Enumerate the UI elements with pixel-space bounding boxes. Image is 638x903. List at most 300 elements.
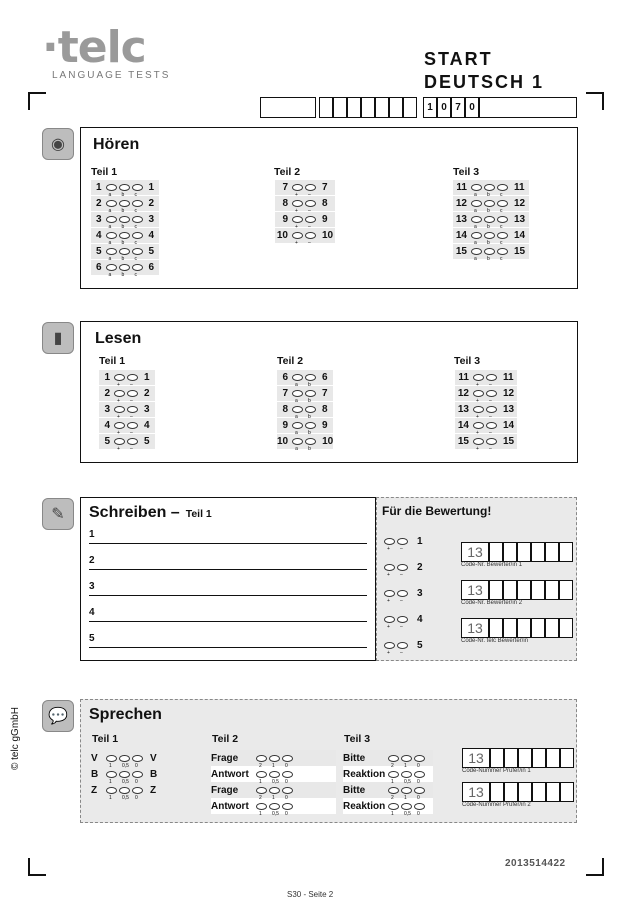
bubble-label: –	[130, 398, 133, 404]
bubble-label: 1	[404, 762, 407, 769]
bewertung-title: Für die Bewertung!	[382, 504, 492, 518]
row-label: Antwort	[211, 768, 249, 780]
answer-bubble[interactable]	[269, 755, 280, 769]
code-digit-box[interactable]	[560, 782, 574, 802]
answer-bubble[interactable]	[401, 755, 412, 769]
row-label: V	[91, 752, 98, 764]
writing-line[interactable]	[89, 544, 367, 570]
digit-box[interactable]	[333, 97, 347, 118]
speech-bubble-icon: 💬	[42, 700, 74, 732]
answer-bubble[interactable]	[473, 374, 484, 388]
row-label: V	[150, 752, 157, 764]
answer-bubble[interactable]	[127, 390, 138, 404]
code-digit-box[interactable]	[517, 618, 531, 638]
question-number: 10	[322, 436, 334, 447]
answer-bubble[interactable]	[305, 390, 316, 404]
writing-line[interactable]	[89, 622, 367, 648]
bubble-label: a	[108, 240, 112, 246]
bubble-label: –	[400, 597, 403, 604]
code-input[interactable]	[462, 748, 574, 768]
row-label: Reaktion	[343, 768, 386, 780]
answer-bubble[interactable]	[497, 232, 508, 246]
answer-bubble[interactable]	[471, 248, 482, 262]
question-number: 6	[322, 372, 328, 383]
code-block	[461, 542, 573, 568]
answer-bubble[interactable]	[106, 264, 117, 278]
code-digit-box[interactable]	[504, 748, 518, 768]
answer-bubble[interactable]	[106, 184, 117, 198]
answer-bubble[interactable]	[388, 771, 399, 785]
speaking-row	[91, 782, 191, 801]
writing-line[interactable]	[89, 596, 367, 622]
code-digit-box[interactable]	[559, 542, 573, 562]
answer-bubble[interactable]	[292, 422, 303, 436]
code-digit-box[interactable]	[531, 542, 545, 562]
answer-bubble[interactable]	[269, 803, 280, 817]
answer-bubble[interactable]	[119, 184, 130, 198]
question-number: 7	[322, 182, 328, 193]
answer-bubble[interactable]	[119, 232, 130, 246]
answer-bubble[interactable]	[471, 232, 482, 246]
code-digit-box[interactable]	[503, 580, 517, 600]
bubble-label: +	[117, 414, 120, 420]
answer-bubble[interactable]	[497, 200, 508, 214]
code-digit-box[interactable]	[532, 748, 546, 768]
bubble-label: +	[476, 414, 479, 420]
question-row	[275, 228, 335, 246]
answer-bubble[interactable]	[486, 438, 497, 452]
code-extra-box[interactable]	[479, 97, 577, 118]
bubble-label: 1	[391, 810, 394, 817]
answer-bubble[interactable]	[114, 390, 125, 404]
code-digit-box[interactable]	[518, 782, 532, 802]
code-digit-box[interactable]	[517, 580, 531, 600]
writing-line[interactable]	[89, 570, 367, 596]
code-digit-box[interactable]	[545, 618, 559, 638]
answer-bubble[interactable]	[114, 374, 125, 388]
question-number: 8	[282, 198, 288, 209]
answer-bubble[interactable]	[132, 755, 143, 769]
logo-subtitle: LANGUAGE TESTS	[52, 70, 171, 81]
candidate-number-boxes[interactable]	[260, 97, 577, 118]
question-number: 14	[503, 420, 515, 431]
answer-bubble[interactable]	[127, 422, 138, 436]
code-digit-box[interactable]	[531, 580, 545, 600]
answer-bubble[interactable]	[132, 787, 143, 801]
bewertung-panel	[376, 497, 577, 661]
answer-bubble[interactable]	[119, 787, 130, 801]
answer-bubble[interactable]	[114, 422, 125, 436]
answer-bubble[interactable]	[282, 803, 293, 817]
answer-bubble[interactable]	[305, 406, 316, 420]
answer-bubble[interactable]	[106, 755, 117, 769]
code-digit-box[interactable]	[503, 542, 517, 562]
question-row	[99, 370, 155, 388]
bubble-label: –	[400, 545, 403, 552]
answer-bubble[interactable]	[473, 422, 484, 436]
question-number: 10	[322, 230, 334, 241]
answer-bubble[interactable]	[388, 755, 399, 769]
line-number: 3	[89, 581, 95, 592]
question-number: 14	[457, 420, 469, 431]
question-row	[99, 418, 155, 436]
question-number: 11	[503, 372, 514, 383]
digit-box[interactable]	[375, 97, 389, 118]
answer-bubble[interactable]	[119, 771, 130, 785]
bubble-label: –	[130, 382, 133, 388]
answer-bubble[interactable]	[305, 422, 316, 436]
answer-bubble[interactable]	[397, 538, 408, 552]
line-number: 2	[89, 555, 95, 566]
bubble-label: +	[387, 623, 390, 630]
teil-label: Teil 2	[274, 166, 301, 178]
answer-bubble[interactable]	[132, 232, 143, 246]
bubble-label: –	[308, 192, 311, 198]
answer-bubble[interactable]	[256, 787, 267, 801]
row-label: Antwort	[211, 800, 249, 812]
answer-bubble[interactable]	[119, 216, 130, 230]
bubble-label: b	[487, 256, 490, 262]
code-label: Code-Nr. Bewerter/in 1	[461, 562, 523, 568]
answer-bubble[interactable]	[414, 755, 425, 769]
corner-mark-tr	[586, 92, 604, 110]
answer-bubble[interactable]	[119, 248, 130, 262]
teil-label: Teil 3	[344, 733, 371, 745]
question-number: 14	[514, 230, 526, 241]
answer-bubble[interactable]	[414, 787, 425, 801]
section-sprechen	[80, 699, 577, 823]
answer-bubble[interactable]	[305, 374, 316, 388]
bubble-label: –	[489, 382, 492, 388]
answer-bubble[interactable]	[471, 216, 482, 230]
row-label: B	[91, 768, 99, 780]
question-number: 4	[104, 420, 110, 431]
code-digit-box[interactable]	[531, 618, 545, 638]
answer-bubble[interactable]	[119, 200, 130, 214]
bubble-label: –	[130, 430, 133, 436]
answer-bubble[interactable]	[401, 803, 412, 817]
answer-bubble[interactable]	[384, 564, 395, 578]
question-number: 2	[104, 388, 110, 399]
rating-row	[383, 632, 423, 658]
code-prefix: 13	[461, 618, 489, 638]
question-number: 4	[144, 420, 150, 431]
code-input[interactable]	[462, 782, 574, 802]
question-row	[277, 434, 334, 452]
bubble-label: 0	[135, 778, 138, 785]
answer-bubble[interactable]	[484, 216, 495, 230]
question-number: 3	[144, 404, 150, 415]
code-digit-box[interactable]	[517, 542, 531, 562]
bubble-label: 0,5	[122, 762, 129, 769]
code-digit-box[interactable]	[545, 580, 559, 600]
answer-bubble[interactable]	[127, 438, 138, 452]
answer-bubble[interactable]	[292, 438, 303, 452]
answer-bubble[interactable]	[414, 803, 425, 817]
code-digit: 1	[423, 97, 437, 118]
answer-bubble[interactable]	[305, 216, 316, 230]
bubble-label: c	[134, 192, 137, 198]
answer-bubble[interactable]	[473, 438, 484, 452]
question-number: 11	[456, 182, 467, 193]
question-number: 11	[458, 372, 469, 383]
code-digit-box[interactable]	[559, 580, 573, 600]
code-block	[462, 748, 574, 774]
answer-bubble[interactable]	[269, 787, 280, 801]
answer-bubble[interactable]	[132, 771, 143, 785]
bubble-label: +	[476, 446, 479, 452]
answer-bubble[interactable]	[497, 248, 508, 262]
bubble-label: a	[474, 208, 477, 214]
bubble-label: 0	[135, 794, 138, 801]
answer-bubble[interactable]	[132, 264, 143, 278]
answer-bubble[interactable]	[397, 590, 408, 604]
bubble-label: 0	[417, 810, 420, 817]
question-row	[453, 180, 529, 198]
answer-bubble[interactable]	[119, 755, 130, 769]
teil-label: Teil 3	[453, 166, 480, 178]
answer-bubble[interactable]	[486, 374, 497, 388]
bubble-label: b	[487, 192, 490, 198]
answer-bubble[interactable]	[106, 200, 117, 214]
code-digit-box[interactable]	[545, 542, 559, 562]
answer-bubble[interactable]	[119, 264, 130, 278]
book-icon: ▮	[42, 322, 74, 354]
bubble-label: 0	[285, 810, 288, 817]
answer-bubble[interactable]	[486, 406, 497, 420]
answer-bubble[interactable]	[497, 216, 508, 230]
answer-bubble[interactable]	[397, 642, 408, 656]
answer-bubble[interactable]	[269, 771, 280, 785]
answer-bubble[interactable]	[292, 184, 303, 198]
question-number: 10	[276, 230, 288, 241]
bubble-label: 0,5	[272, 778, 279, 785]
answer-bubble[interactable]	[292, 216, 303, 230]
bubble-label: 0,5	[272, 810, 279, 817]
bubble-label: +	[476, 430, 479, 436]
bubble-label: c	[500, 208, 503, 214]
bubble-label: –	[400, 571, 403, 578]
answer-bubble[interactable]	[486, 422, 497, 436]
code-digit-box[interactable]	[518, 748, 532, 768]
question-number: 2	[95, 198, 102, 209]
bubble-label: a	[108, 224, 112, 230]
code-digit-box[interactable]	[546, 782, 560, 802]
answer-bubble[interactable]	[484, 184, 495, 198]
answer-bubble[interactable]	[305, 184, 316, 198]
digit-box[interactable]	[361, 97, 375, 118]
answer-bubble[interactable]	[473, 390, 484, 404]
answer-bubble[interactable]	[388, 803, 399, 817]
bubble-label: 0,5	[122, 794, 129, 801]
code-digit-box[interactable]	[560, 748, 574, 768]
bubble-label: c	[500, 256, 503, 262]
answer-bubble[interactable]	[484, 200, 495, 214]
answer-bubble[interactable]	[401, 771, 412, 785]
candidate-name-box[interactable]	[260, 97, 316, 118]
answer-bubble[interactable]	[106, 771, 117, 785]
bubble-label: +	[387, 649, 390, 656]
bubble-label: 2	[391, 794, 394, 801]
writing-line[interactable]	[89, 518, 367, 544]
pencil-icon: ✎	[42, 498, 74, 530]
speaking-row	[91, 766, 191, 785]
answer-bubble[interactable]	[384, 642, 395, 656]
answer-bubble[interactable]	[401, 787, 412, 801]
question-number: 9	[282, 214, 288, 225]
answer-bubble[interactable]	[486, 390, 497, 404]
code-digit-box[interactable]	[489, 618, 503, 638]
answer-bubble[interactable]	[132, 200, 143, 214]
question-row	[91, 180, 159, 198]
answer-bubble[interactable]	[384, 590, 395, 604]
answer-bubble[interactable]	[397, 616, 408, 630]
section-lesen	[80, 321, 578, 463]
answer-bubble[interactable]	[473, 406, 484, 420]
answer-bubble[interactable]	[106, 216, 117, 230]
question-number: 8	[282, 404, 288, 415]
answer-bubble[interactable]	[305, 200, 316, 214]
bubble-label: 1	[259, 778, 262, 785]
question-number: 5	[148, 246, 155, 257]
answer-bubble[interactable]	[282, 771, 293, 785]
rating-row	[383, 528, 423, 554]
code-prefix: 13	[462, 782, 490, 802]
bubble-label: –	[400, 623, 403, 630]
bubble-label: 2	[391, 762, 394, 769]
question-row	[91, 244, 159, 262]
answer-bubble[interactable]	[305, 438, 316, 452]
bubble-label: 1	[109, 762, 112, 769]
answer-bubble[interactable]	[256, 771, 267, 785]
question-number: 3	[95, 214, 102, 225]
answer-bubble[interactable]	[292, 232, 303, 246]
digit-box[interactable]	[389, 97, 403, 118]
code-digit-box[interactable]	[489, 542, 503, 562]
answer-bubble[interactable]	[292, 374, 303, 388]
teil-label: Teil 1	[91, 166, 118, 178]
answer-bubble[interactable]	[397, 564, 408, 578]
answer-bubble[interactable]	[292, 200, 303, 214]
bubble-label: 0	[417, 778, 420, 785]
answer-bubble[interactable]	[132, 184, 143, 198]
barcode-number: 2013514422	[505, 858, 566, 869]
answer-bubble[interactable]	[256, 755, 267, 769]
question-number: 13	[455, 214, 467, 225]
question-number: 9	[322, 214, 328, 225]
rating-row	[383, 606, 423, 632]
answer-bubble[interactable]	[305, 232, 316, 246]
answer-bubble[interactable]	[484, 248, 495, 262]
question-row	[275, 196, 335, 214]
code-digit-box[interactable]	[559, 618, 573, 638]
question-number: 9	[322, 420, 328, 431]
code-digit-box[interactable]	[504, 782, 518, 802]
question-row	[455, 386, 517, 404]
answer-bubble[interactable]	[127, 406, 138, 420]
answer-bubble[interactable]	[106, 232, 117, 246]
code-label: Code-Nr. Bewerter/in 2	[461, 600, 523, 606]
digit-box[interactable]	[347, 97, 361, 118]
bubble-label: c	[134, 240, 137, 246]
bubble-label: c	[134, 224, 137, 230]
question-number: 5	[144, 436, 150, 447]
code-digit-box[interactable]	[490, 748, 504, 768]
code-digit-box[interactable]	[546, 748, 560, 768]
code-prefix: 13	[462, 748, 490, 768]
answer-bubble[interactable]	[132, 248, 143, 262]
answer-bubble[interactable]	[114, 406, 125, 420]
code-digit-box[interactable]	[503, 618, 517, 638]
bubble-label: c	[500, 192, 503, 198]
exam-title-line1: START	[424, 49, 493, 69]
speaking-row	[211, 750, 336, 769]
code-digit-box[interactable]	[532, 782, 546, 802]
answer-bubble[interactable]	[471, 184, 482, 198]
question-number: 15	[503, 436, 515, 447]
bubble-label: 1	[272, 794, 275, 801]
answer-bubble[interactable]	[256, 803, 267, 817]
answer-bubble[interactable]	[282, 787, 293, 801]
question-number: 13	[503, 404, 515, 415]
question-row	[91, 228, 159, 246]
question-number: 6	[282, 372, 288, 383]
code-input[interactable]	[461, 580, 573, 600]
question-number: 6	[95, 262, 102, 273]
answer-bubble[interactable]	[132, 216, 143, 230]
answer-bubble[interactable]	[114, 438, 125, 452]
answer-bubble[interactable]	[384, 616, 395, 630]
answer-bubble[interactable]	[292, 406, 303, 420]
question-number: 11	[514, 182, 525, 193]
question-number: 5	[95, 246, 102, 257]
answer-bubble[interactable]	[106, 248, 117, 262]
answer-bubble[interactable]	[127, 374, 138, 388]
question-number: 15	[457, 436, 469, 447]
bubble-label: a	[474, 240, 477, 246]
digit-box[interactable]	[403, 97, 417, 118]
answer-bubble[interactable]	[292, 390, 303, 404]
code-digit: 7	[451, 97, 465, 118]
row-label: B	[150, 768, 158, 780]
bubble-label: +	[295, 240, 298, 246]
digit-box[interactable]	[319, 97, 333, 118]
bubble-label: a	[295, 398, 298, 404]
answer-bubble[interactable]	[484, 232, 495, 246]
question-number: 5	[104, 436, 110, 447]
exam-title-line2: DEUTSCH 1	[424, 72, 545, 92]
code-input[interactable]	[461, 618, 573, 638]
bubble-label: b	[308, 414, 311, 420]
bubble-label: +	[117, 382, 120, 388]
answer-bubble[interactable]	[106, 787, 117, 801]
bubble-label: +	[295, 208, 298, 214]
answer-bubble[interactable]	[282, 755, 293, 769]
answer-bubble[interactable]	[388, 787, 399, 801]
code-input[interactable]	[461, 542, 573, 562]
bubble-label: 0,5	[122, 778, 129, 785]
answer-bubble[interactable]	[497, 184, 508, 198]
answer-bubble[interactable]	[471, 200, 482, 214]
code-digit-box[interactable]	[489, 580, 503, 600]
question-number: 12	[514, 198, 526, 209]
section-title: Hören	[93, 136, 140, 153]
answer-bubble[interactable]	[414, 771, 425, 785]
row-label: Z	[91, 784, 98, 796]
answer-bubble[interactable]	[384, 538, 395, 552]
code-digit-box[interactable]	[490, 782, 504, 802]
bubble-label: b	[121, 208, 125, 214]
